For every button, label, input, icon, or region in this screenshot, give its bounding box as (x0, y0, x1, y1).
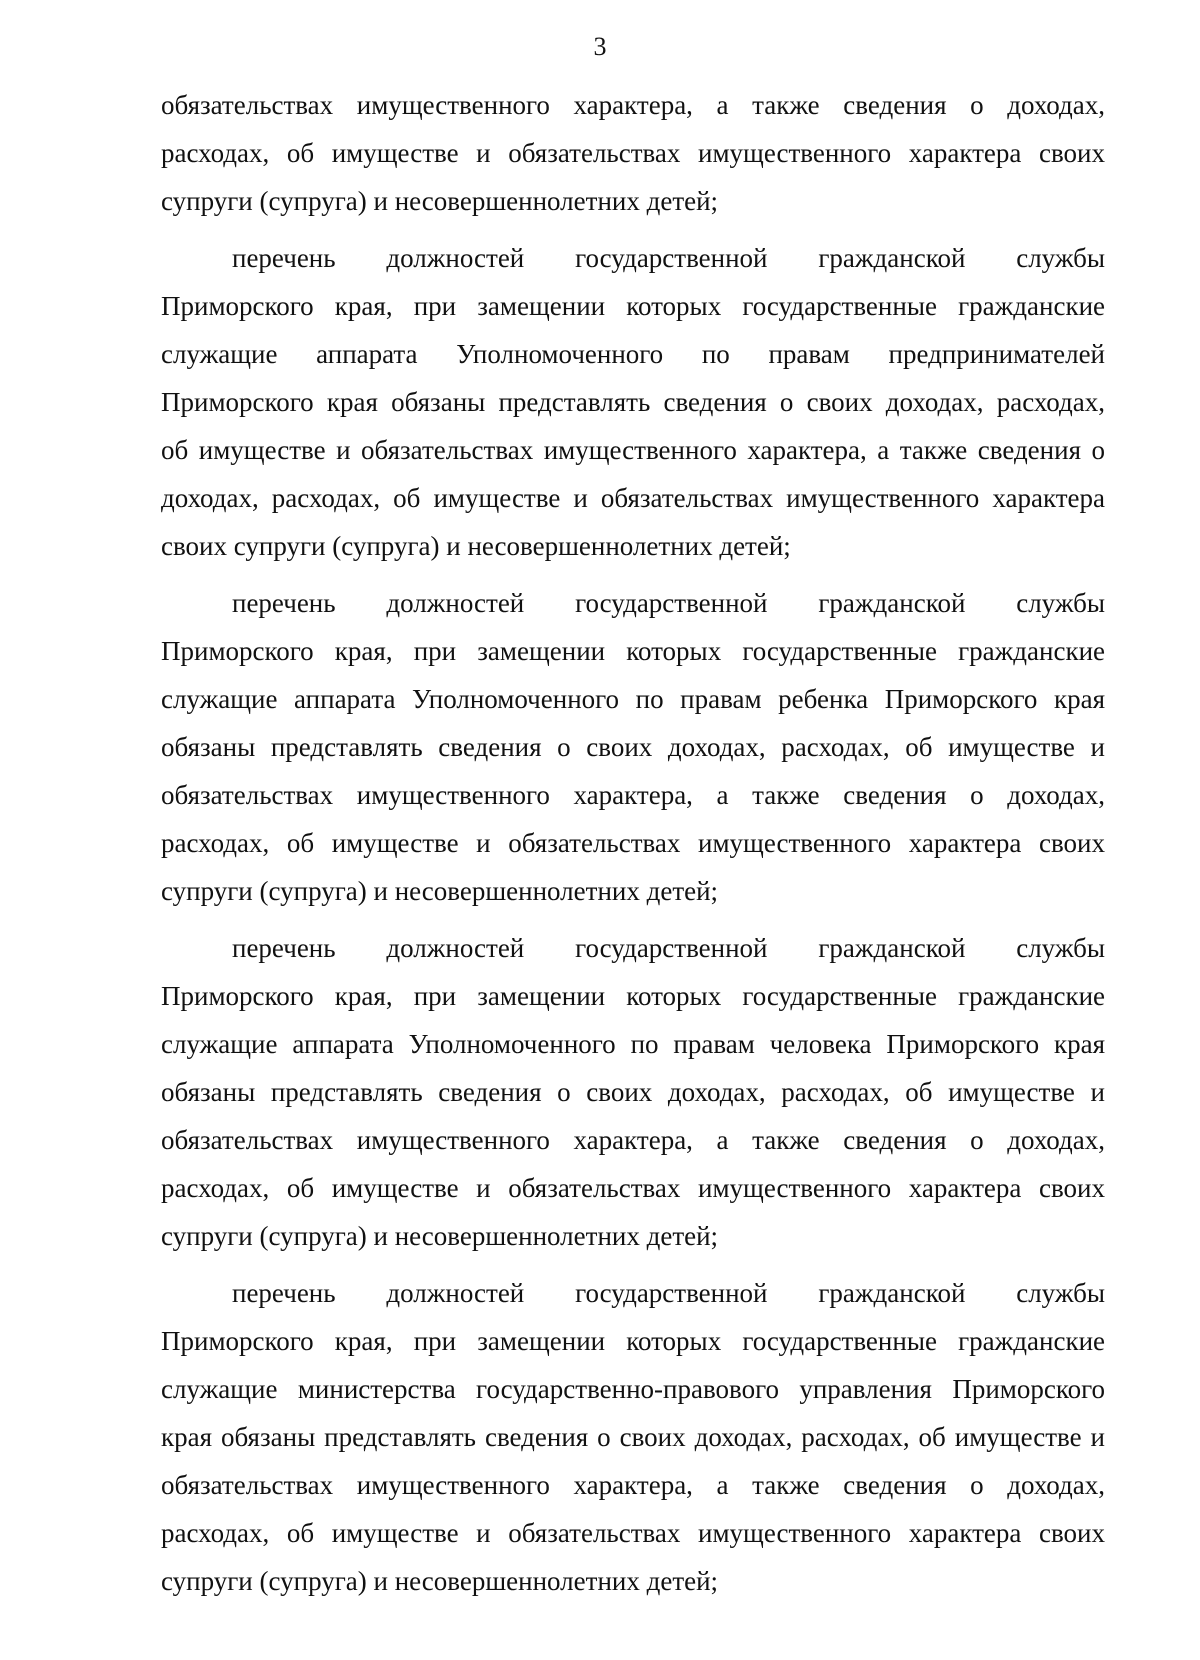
text-line: обязательствах имущественного характера, а также сведения о доходах, (161, 1470, 1105, 1500)
text-line: Приморского края, при замещении которых государственные гражданские (161, 981, 1105, 1011)
text-line: служащие министерства государственно-правового управления Приморского (161, 1374, 1105, 1404)
paragraph-human-rights-ombudsman (161, 924, 1105, 1260)
text-line: обязательствах имущественного характера, а также сведения о доходах, (161, 1125, 1105, 1155)
text-line: супруги (супруга) и несовершеннолетних детей; (161, 1566, 719, 1596)
text-line: перечень должностей государственной гражданской службы (232, 1278, 1105, 1308)
text-line: супруги (супруга) и несовершеннолетних детей; (161, 1221, 719, 1251)
text-line: служащие аппарата Уполномоченного по правам ребенка Приморского края (161, 684, 1105, 714)
text-line: Приморского края, при замещении которых государственные гражданские (161, 636, 1105, 666)
text-line: перечень должностей государственной гражданской службы (232, 933, 1105, 963)
text-line: расходах, об имуществе и обязательствах имущественного характера своих (161, 1518, 1105, 1548)
text-line: Приморского края обязаны представлять сведения о своих доходах, расходах, (161, 387, 1105, 417)
text-line: об имуществе и обязательствах имущественного характера, а также сведения о (161, 435, 1105, 465)
page-number: 3 (593, 32, 607, 61)
paragraph-entrepreneurs-ombudsman (161, 234, 1105, 570)
text-line: Приморского края, при замещении которых государственные гражданские (161, 291, 1105, 321)
text-line: расходах, об имуществе и обязательствах имущественного характера своих (161, 828, 1105, 858)
text-line: служащие аппарата Уполномоченного по правам предпринимателей (161, 339, 1105, 369)
text-line: края обязаны представлять сведения о своих доходах, расходах, об имуществе и (161, 1422, 1105, 1452)
text-line: супруги (супруга) и несовершеннолетних детей; (161, 186, 719, 216)
text-line: расходах, об имуществе и обязательствах имущественного характера своих (161, 1173, 1105, 1203)
text-line: перечень должностей государственной гражданской службы (232, 588, 1105, 618)
text-line: своих супруги (супруга) и несовершеннолетних детей; (161, 531, 791, 561)
text-line: обязательствах имущественного характера, а также сведения о доходах, (161, 90, 1105, 120)
text-line: Приморского края, при замещении которых государственные гражданские (161, 1326, 1105, 1356)
text-line: служащие аппарата Уполномоченного по правам человека Приморского края (161, 1029, 1105, 1059)
paragraph-legal-ministry (161, 1269, 1105, 1605)
paragraph-child-ombudsman (161, 579, 1105, 915)
text-line: расходах, об имуществе и обязательствах имущественного характера своих (161, 138, 1105, 168)
text-line: обязательствах имущественного характера, а также сведения о доходах, (161, 780, 1105, 810)
text-line: супруги (супруга) и несовершеннолетних детей; (161, 876, 719, 906)
text-line: доходах, расходах, об имуществе и обязательствах имущественного характера (161, 483, 1105, 513)
paragraph-continued (161, 81, 1105, 225)
text-line: перечень должностей государственной гражданской службы (232, 243, 1105, 273)
text-line: обязаны представлять сведения о своих доходах, расходах, об имуществе и (161, 1077, 1105, 1107)
document-body (161, 81, 1105, 1614)
text-line: обязаны представлять сведения о своих доходах, расходах, об имуществе и (161, 732, 1105, 762)
